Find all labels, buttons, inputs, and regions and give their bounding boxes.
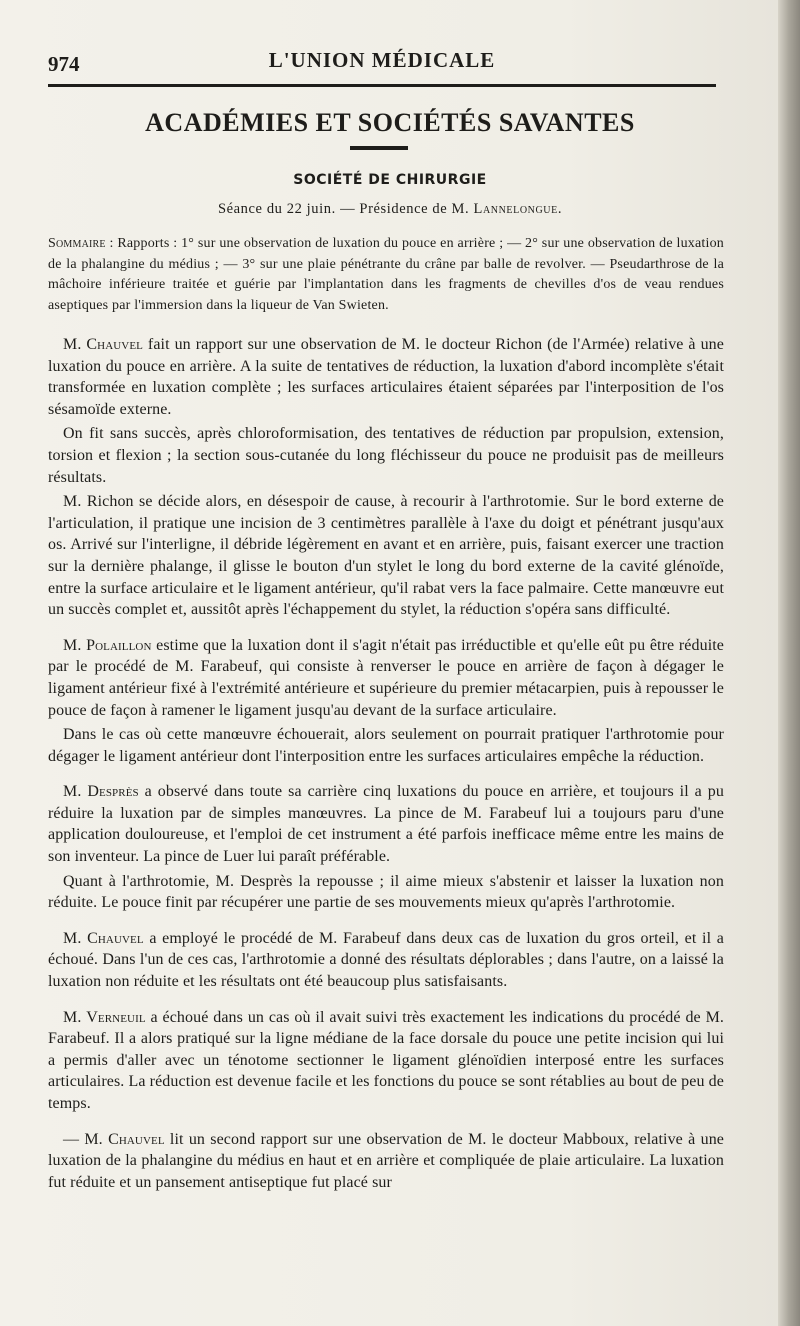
- paragraph: [48, 423, 724, 488]
- speaker-name: Chauvel: [87, 929, 144, 947]
- speaker-prefix: M.: [63, 929, 88, 947]
- society-heading: SOCIÉTÉ DE CHIRURGIE: [293, 172, 487, 188]
- summary-block: [48, 234, 724, 316]
- article-body: [48, 334, 724, 1196]
- speaker-prefix: M.: [63, 636, 87, 654]
- paragraph: [48, 1129, 724, 1194]
- paragraph-text: lit un second rapport sur une observation de M. le docteur Mabboux, relative à une luxation de la phalangine du médius en haut et en arrière et compliquée de plaie articulaire. La luxation fut réduite et un pansement antiseptique fut placé sur: [48, 1130, 724, 1191]
- paragraph-text: a observé dans toute sa carrière cinq luxations du pouce en arrière, et toujours il a pu réduire la luxation par de simples manœuvres. La pince de M. Farabeuf lui a toujours paru d'une application douloureuse, et l'emploi de cet instrument a été parfois inefficace même entre les mains de son inventeur. La pince de Luer lui paraît préférable.: [48, 783, 724, 866]
- title-divider: [350, 146, 408, 150]
- paragraph: [48, 871, 724, 914]
- speaker-prefix: M.: [63, 1008, 87, 1026]
- speaker-name: Chauvel: [108, 1130, 165, 1148]
- section-title: ACADÉMIES ET SOCIÉTÉS SAVANTES: [145, 108, 635, 137]
- speaker-name: Verneuil: [86, 1008, 146, 1026]
- paragraph-text: a échoué dans un cas où il avait suivi très exactement les indications du procédé de M. Farabeuf. Il a alors pratiqué sur la ligne médiane de la face dorsale du pouce une petite incision qui lui a permis d'aller avec un ténotome sectionner le ligament glénoïdien interposé entre les surfaces articulaires. La réduction est devenue facile et les fonctions du pouce se sont rétablies au bout de peu de temps.: [48, 1008, 724, 1112]
- summary-label: Sommaire: [48, 236, 106, 251]
- paragraph-text: M. Richon se décide alors, en désespoir de cause, à recourir à l'arthrotomie. Sur le bord externe de l'articulation, il pratique une incision de 3 centimètres parallèle à l'axe du doigt et pénétrant jusqu'aux os. Arrivé sur l'interligne, il débride légèrement en avant et en arrière, puis, faisant exercer une traction sur la dernière phalange, il glisse le bouton d'un stylet le long du bord externe de la cavité glénoïde, entre la surface articulaire et le ligament antérieur, qu'il rabat vers la face palmaire. Cette manœuvre eut un succès complet et, aussitôt après l'échappement du stylet, la réduction s'opéra sans difficulté.: [48, 493, 724, 619]
- paragraph: [48, 724, 724, 767]
- summary-text: : Rapports : 1° sur une observation de luxation du pouce en arrière ; — 2° sur une observation de luxation de la phalangine du médius ; — 3° sur une plaie pénétrante du crâne par balle de revolver. — Pseudarthrose de la mâchoire inférieure traitée et guérie par l'implantation dans les fragments de chevilles d'os de veau rendues aseptiques par l'immersion dans la liqueur de Van Swieten.: [48, 236, 724, 313]
- journal-title: L'UNION MÉDICALE: [268, 48, 496, 72]
- speaker-name: Desprès: [87, 783, 139, 801]
- speaker-prefix: — M.: [63, 1130, 109, 1148]
- page-number: 974: [48, 52, 80, 76]
- paragraph: [48, 928, 724, 993]
- paragraph-text: fait un rapport sur une observation de M. le docteur Richon (de l'Armée) relative à une luxation du pouce en arrière. A la suite de tentatives de réduction, la luxation d'abord incomplète s'était transformée en luxation complète ; les surfaces articulaires étaient séparées par l'interposition de l'os sésamoïde externe.: [48, 336, 724, 418]
- book-spine-shadow: [778, 0, 800, 1326]
- session-line: [48, 201, 732, 218]
- paragraph: [48, 781, 724, 867]
- session-text: Séance du 22 juin. — Présidence de M.: [217, 201, 470, 217]
- paragraph-text: a employé le procédé de M. Farabeuf dans deux cas de luxation du gros orteil, et il a échoué. Dans l'un de ces cas, l'arthrotomie a donné des résultats déplorables ; dans l'autre, on a laissé la luxation non réduite et les résultats ont été beaucoup plus satisfaisants.: [48, 929, 724, 991]
- speaker-name: Chauvel: [86, 336, 143, 353]
- paragraph-text: Dans le cas où cette manœuvre échouerait, alors seulement on pourrait pratiquer l'arthrotomie pour dégager le ligament antérieur dont l'interposition entre les surfaces articulaires empêche la réduction.: [48, 726, 724, 765]
- session-president: Lannelongue.: [473, 201, 563, 217]
- paragraph-text: estime que la luxation dont il s'agit n'était pas irréductible et qu'elle eût pu être réduite par le procédé de M. Farabeuf, qui consiste à renverser le pouce en arrière de façon à dégager le ligament antérieur fixé à l'extrémité antérieure et supérieure du premier métacarpien, puis à repousser le pouce de façon à ramener le ligament jusqu'au devant de la surface articulaire.: [48, 636, 725, 719]
- paragraph: [48, 334, 724, 420]
- paragraph: [48, 635, 724, 721]
- paragraph-text: Quant à l'arthrotomie, M. Desprès la repousse ; il aime mieux s'abstenir et laisser la luxation non réduite. Le pouce finit par récupérer une partie de ses mouvements mieux qu'après l'arthrotomie.: [48, 872, 724, 912]
- paragraph: [48, 491, 724, 621]
- header-rule: [48, 84, 716, 87]
- speaker-prefix: M.: [63, 336, 87, 353]
- paragraph: [48, 1007, 724, 1115]
- speaker-name: Polaillon: [86, 636, 152, 654]
- page-header: [48, 48, 716, 82]
- speaker-prefix: M.: [63, 783, 88, 801]
- paragraph-text: On fit sans succès, après chloroformisation, des tentatives de réduction par propulsion, extension, torsion et flexion ; la section sous-cutanée du long fléchisseur du pouce ne produisit pas de meilleurs résultats.: [48, 425, 724, 486]
